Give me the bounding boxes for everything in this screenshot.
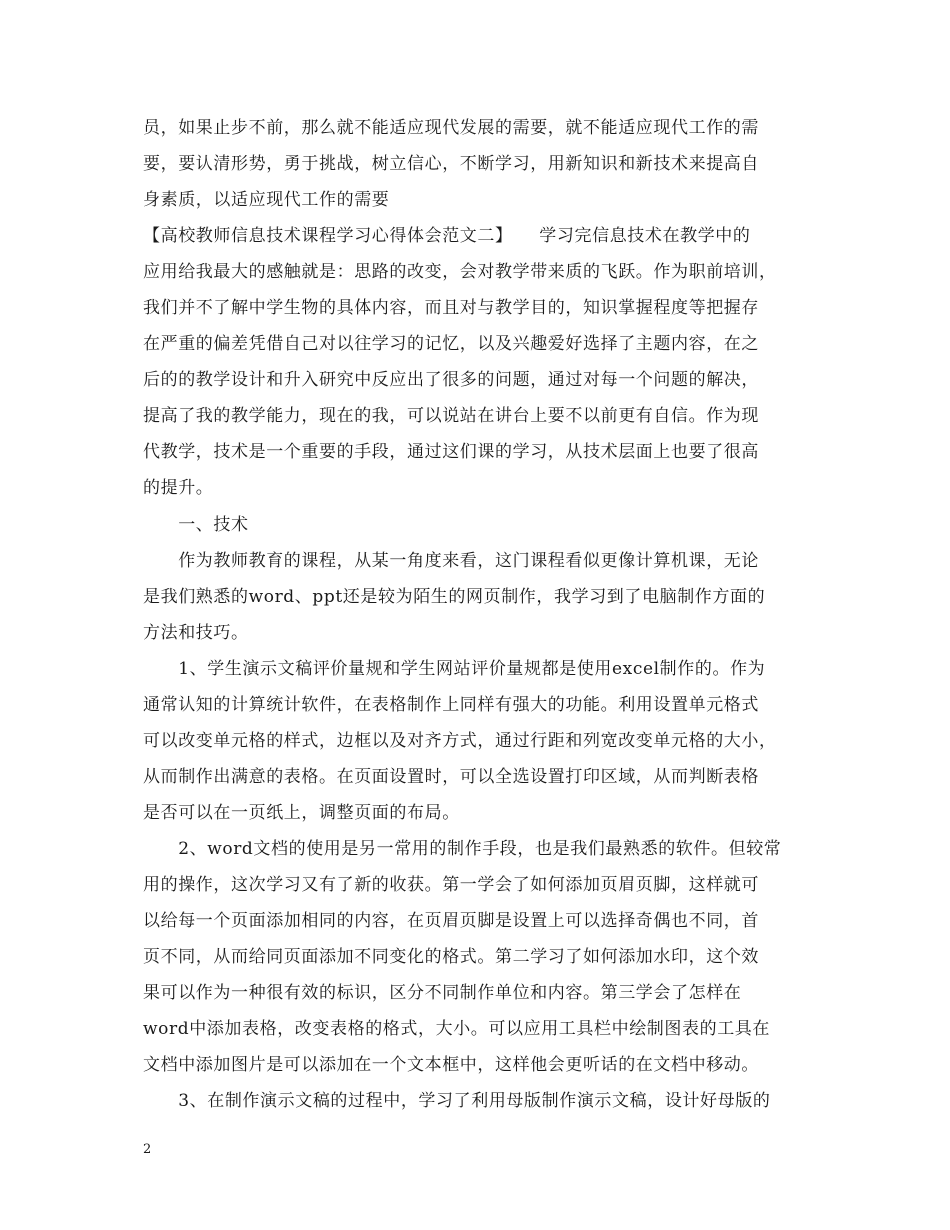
text-line: 页不同，从而给同页面添加不同变化的格式。第二学习了如何添加水印，这个效 [143,947,759,967]
page-number: 2 [143,1142,152,1157]
text-line: 3、在制作演示文稿的过程中，学习了利用母版制作演示文稿，设计好母版的 [143,1091,771,1111]
text-line: 2、word文档的使用是另一常用的制作手段，也是我们最熟悉的软件。但较常 [143,839,782,859]
text-line: 可以改变单元格的样式，边框以及对齐方式，通过行距和列宽改变单元格的大小， [143,731,777,751]
text-line: 作为教师教育的课程，从某一角度来看，这门课程看似更像计算机课，无论 [143,551,759,571]
text-line: 用的操作，这次学习又有了新的收获。第一学会了如何添加页眉页脚，这样就可 [143,875,759,895]
text-line: 以给每一个页面添加相同的内容，在页眉页脚是设置上可以选择奇偶也不同，首 [143,911,759,931]
text-line: 从而制作出满意的表格。在页面设置时，可以全选设置打印区域，从而判断表格 [143,767,759,787]
text-line: 提高了我的教学能力，现在的我，可以说站在讲台上要不以前更有自信。作为现 [143,406,759,426]
text-line: 一、技术 [143,515,249,535]
text-line: 的提升。 [143,478,214,498]
text-line: 后的的教学设计和升入研究中反应出了很多的问题，通过对每一个问题的解决， [143,370,759,390]
text-line: 是我们熟悉的word、ppt还是较为陌生的网页制作，我学习到了电脑制作方面的 [143,587,766,607]
text-line: 通常认知的计算统计软件，在表格制作上同样有强大的功能。利用设置单元格式 [143,695,759,715]
text-line: 在严重的偏差凭借自己对以往学习的记忆，以及兴趣爱好选择了主题内容，在之 [143,334,759,354]
text-line: 我们并不了解中学生物的具体内容，而且对与教学目的，知识掌握程度等把握存 [143,298,759,318]
text-line: 要，要认清形势，勇于挑战，树立信心，不断学习，用新知识和新技术来提高自 [143,154,759,174]
text-line: 文档中添加图片是可以添加在一个文本框中，这样他会更听话的在文档中移动。 [143,1055,759,1075]
text-line: 【高校教师信息技术课程学习心得体会范文二】 学习完信息技术在教学中的 [143,226,751,246]
text-line: word中添加表格，改变表格的格式，大小。可以应用工具栏中绘制图表的工具在 [143,1019,770,1039]
text-line: 员，如果止步不前，那么就不能适应现代发展的需要，就不能适应现代工作的需 [143,118,759,138]
text-line: 是否可以在一页纸上，调整页面的布局。 [143,803,460,823]
text-line: 代教学，技术是一个重要的手段，通过这们课的学习，从技术层面上也要了很高 [143,442,759,462]
text-line: 身素质，以适应现代工作的需要 [143,190,390,210]
text-line: 1、学生演示文稿评价量规和学生网站评价量规都是使用excel制作的。作为 [143,659,766,679]
text-line: 应用给我最大的感触就是：思路的改变，会对教学带来质的飞跃。作为职前培训， [143,262,777,282]
text-line: 方法和技巧。 [143,623,249,643]
text-line: 果可以作为一种很有效的标识，区分不同制作单位和内容。第三学会了怎样在 [143,983,742,1003]
